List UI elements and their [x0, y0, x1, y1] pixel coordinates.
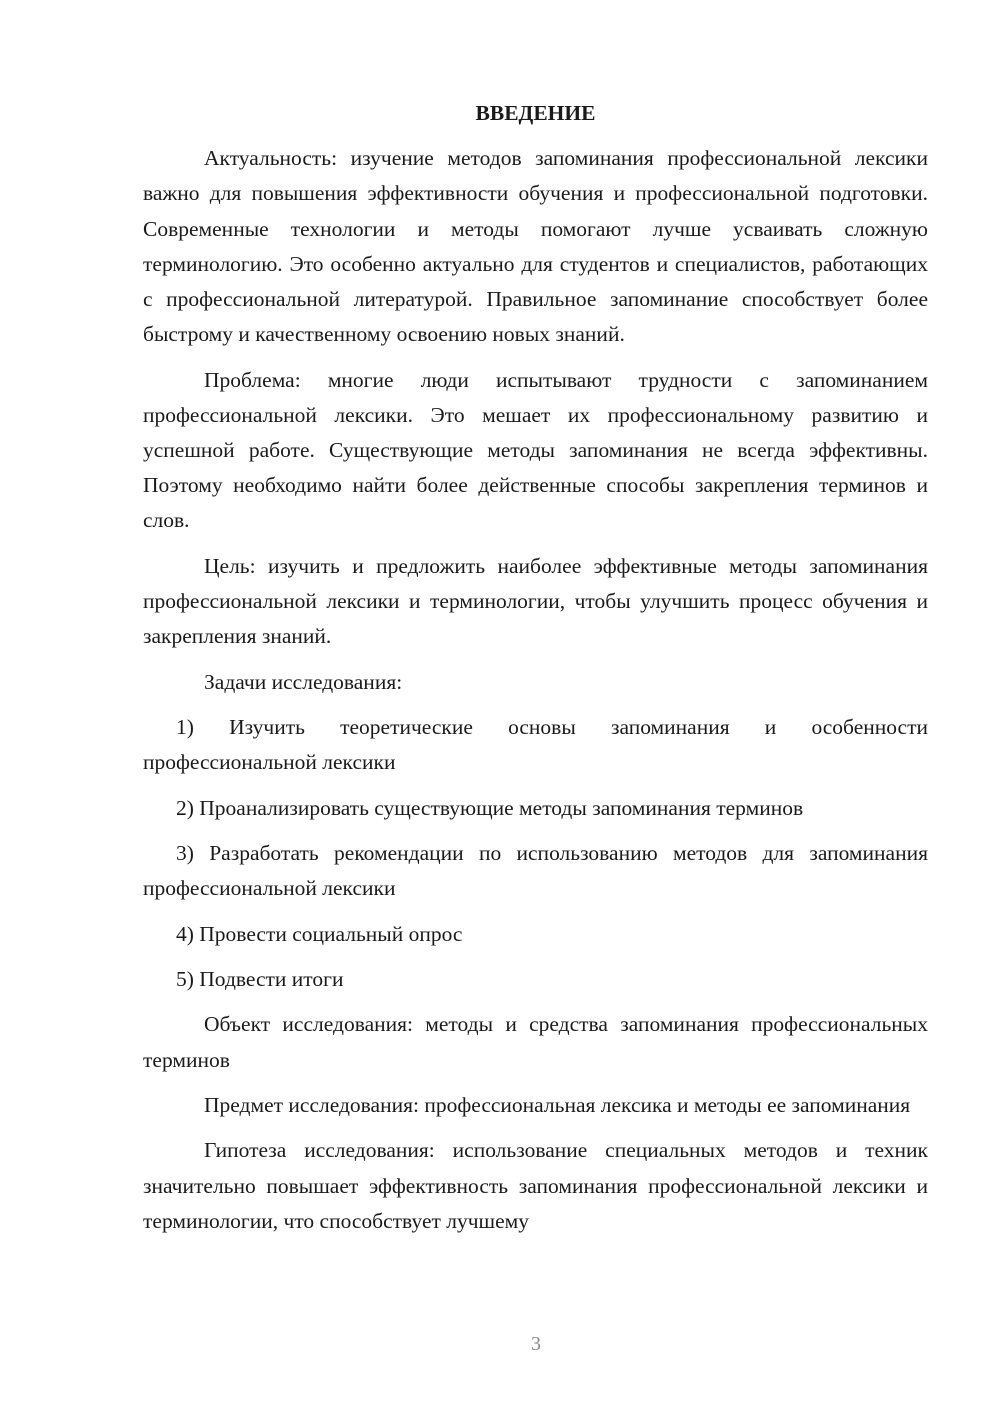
task-item-2: 2) Проанализировать существующие методы запоминания терминов	[176, 795, 804, 820]
section-title: ВВЕДЕНИЕ	[475, 101, 596, 125]
task-item-4: 4) Провести социальный опрос	[176, 921, 463, 946]
page-number: 3	[531, 1333, 541, 1355]
paragraph-subject: Предмет исследования: профессиональная лексика и методы ее запоминания	[204, 1092, 911, 1117]
task-item-5: 5) Подвести итоги	[176, 966, 344, 991]
paragraph-tasks-heading: Задачи исследования:	[204, 669, 403, 694]
paragraph-object: Объект исследования: методы и средства запоминания профессиональных терминов	[143, 1012, 928, 1072]
paragraph-goal: Цель: изучить и предложить наиболее эффективные методы запоминания профессиональной лексики и терминологии, чтобы улучшить процесс обучения и закрепления знаний.	[143, 553, 928, 649]
task-item-1: 1) Изучить теоретические основы запоминания и особенности профессиональной лексики	[143, 715, 928, 775]
task-item-3: 3) Разработать рекомендации по использованию методов для запоминания профессиональной лексики	[143, 840, 928, 901]
document-page	[143, 96, 928, 1249]
paragraph-relevance: Актуальность: изучение методов запоминания профессиональной лексики важно для повышения эффективности обучения и профессиональной подготовки. Современные технологии и методы помогают лучше усваивать сложную терминологию. Это особенно актуально для студентов и специалистов, работающих с профессиональной литературой. Правильное запоминание способствует более быстрому и качественному освоению новых знаний.	[143, 146, 928, 347]
paragraph-hypothesis: Гипотеза исследования: использование специальных методов и техник значительно повышает эффективность запоминания профессиональной лексики и терминологии, что способствует лучшему	[143, 1138, 928, 1233]
paragraph-problem: Проблема: многие люди испытывают трудности с запоминанием профессиональной лексики. Это мешает их профессиональному развитию и успешной работе. Существующие методы запоминания не всегда эффективны. Поэтому необходимо найти более действенные способы закрепления терминов и слов.	[143, 367, 928, 533]
